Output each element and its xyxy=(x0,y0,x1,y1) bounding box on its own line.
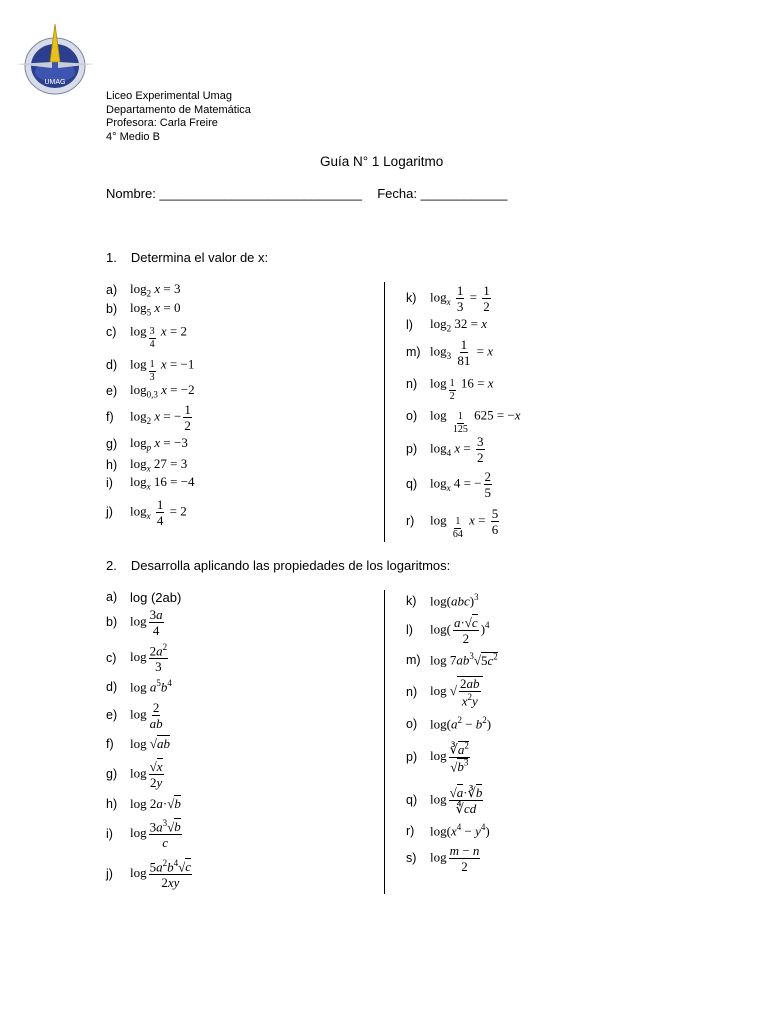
q2-item-e: e) log $\frac{2}{ab}$ xyxy=(106,699,163,731)
q1-item-r: r) log $\frac{1}{64}$ x = $\frac{5}{6}$ xyxy=(406,505,499,540)
q1-item-l: l) $\log_2 32 = x$ xyxy=(406,316,487,334)
q1-item-q: q) $\log_x 4$ = − $\frac{2}{5}$ xyxy=(406,468,492,500)
q2-item-q: q) log $\frac{√a\cdot∛b}{∜cd}$ xyxy=(406,784,483,816)
q1-item-n: n) log $\frac{1}{2}$ 16 = x xyxy=(406,374,494,402)
department-name: Departamento de Matemática xyxy=(106,103,251,116)
q1-item-e: e) $\log_{0,3} x = -2$ xyxy=(106,382,195,400)
q1-item-d: d) log $\frac{1}{3}$ x = −1 xyxy=(106,355,195,383)
q1-item-g: g) $\log_p x = -3$ xyxy=(106,435,188,453)
q2-item-m: m) $\log 7ab^3√5c^2$ xyxy=(406,651,498,668)
q2-item-r: r) $\log(x^4 - y^4)$ xyxy=(406,822,490,839)
q2-item-g: g) log $\frac{√x}{2y}$ xyxy=(106,758,163,790)
q2-item-l: l) log( $\frac{a\cdot√c}{2}$ )$^4$ xyxy=(406,614,490,646)
q1-item-p: p) $\log_4 x$ = $\frac{3}{2}$ xyxy=(406,433,484,465)
q2-item-k: k) log(abc)$^3$ xyxy=(406,592,479,609)
question-2-heading: 2. Desarrolla aplicando las propiedades de los logaritmos: xyxy=(106,558,451,573)
question-1-heading: 1. Determina el valor de x: xyxy=(106,250,269,265)
page-title: Guía N° 1 Logaritmo xyxy=(320,154,444,169)
q2-item-d: d) $\log a^5b^4$ xyxy=(106,678,172,695)
q1-item-k: k) $\log_x$ $\frac{1}{3}$ = $\frac{1}{2}$ xyxy=(406,282,490,314)
q2-item-p: p) log $\frac{∛a^2}{√b^3}$ xyxy=(406,740,469,774)
q2-item-j: j) log $\frac{5a^2b^4√c}{2xy}$ xyxy=(106,857,192,891)
q2-item-o: o) $\log(a^2 - b^2)$ xyxy=(406,715,492,732)
q1-column-divider xyxy=(384,282,385,542)
course-name: 4° Medio B xyxy=(106,130,160,143)
school-name: Liceo Experimental Umag xyxy=(106,90,232,102)
fecha-label: Fecha: xyxy=(377,186,417,201)
q1-item-o: o) log $\frac{1}{125}$ 625 = −x xyxy=(406,406,521,435)
q1-item-b: b) $\log_5 x = 0$ xyxy=(106,300,181,318)
svg-text:UMAG: UMAG xyxy=(44,79,66,86)
q2-item-n: n) log √ $\frac{2ab}{x^2y}$ xyxy=(406,680,483,704)
q2-item-b: b) log $\frac{3a}{4}$ xyxy=(106,606,163,638)
school-logo xyxy=(14,22,96,100)
q2-item-h: h) log 2a·√b xyxy=(106,796,181,811)
q1-item-m: m) $\log_3$ $\frac{1}{81}$ = x xyxy=(406,336,493,368)
q2-column-divider xyxy=(384,590,385,894)
q2-item-s: s) log $\frac{m - n}{2}$ xyxy=(406,842,480,874)
teacher-name: Profesora: Carla Freire xyxy=(106,117,218,129)
q1-item-j: j) $\log_x$ $\frac{1}{4}$ = 2 xyxy=(106,496,187,528)
q1-item-i: i) $\log_x 16 = -4$ xyxy=(106,474,195,492)
q1-item-a: a) $\log_2 x = 3$ xyxy=(106,281,181,299)
q2-item-i: i) log $\frac{3a^3√b}{c}$ xyxy=(106,817,181,851)
fecha-field[interactable]: ____________ xyxy=(420,186,508,201)
q1-item-c: c) log $\frac{3}{4}$ x = 2 xyxy=(106,322,187,350)
q2-item-c: c) log $\frac{2a^2}{3}$ xyxy=(106,641,168,675)
q1-item-h: h) $\log_x 27 = 3$ xyxy=(106,456,188,474)
q2-item-a: a) log (2ab) xyxy=(106,589,182,605)
q1-item-f: f) $\log_2 x$ = − $\frac{1}{2}$ xyxy=(106,401,191,433)
q2-item-f: f) log √ab xyxy=(106,736,170,751)
nombre-field[interactable]: ____________________________ xyxy=(159,186,362,201)
nombre-label: Nombre: xyxy=(106,186,156,201)
